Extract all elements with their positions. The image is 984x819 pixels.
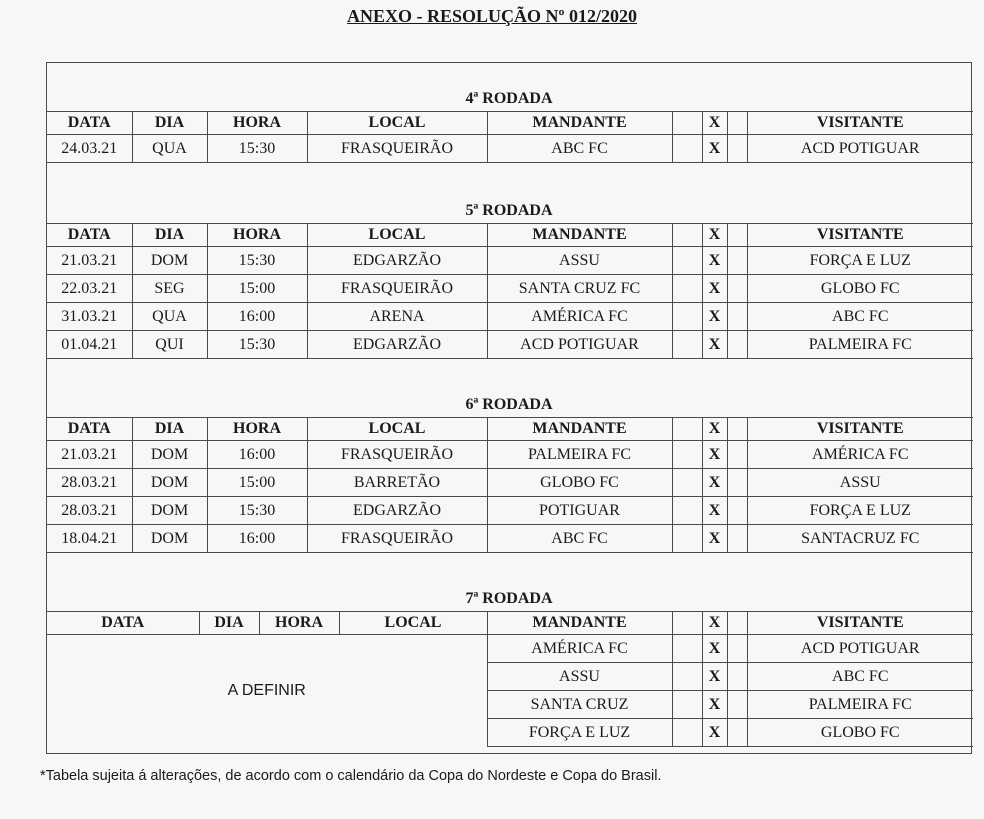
cell-mandante: ASSU	[487, 663, 672, 691]
cell-spacer	[727, 663, 747, 691]
table-row	[47, 247, 973, 275]
header-dia: DIA	[132, 224, 207, 247]
cell-dia: QUA	[132, 135, 207, 163]
cell-spacer	[672, 497, 702, 525]
header-hora: HORA	[207, 418, 307, 441]
cell-spacer	[727, 719, 747, 747]
cell-mandante: ACD POTIGUAR	[487, 331, 672, 359]
header-spacer	[727, 612, 747, 635]
header-spacer	[672, 112, 702, 135]
cell-local: EDGARZÃO	[307, 331, 487, 359]
cell-x: X	[702, 247, 727, 275]
cell-hora: 15:00	[207, 469, 307, 497]
cell-mandante: SANTA CRUZ FC	[487, 275, 672, 303]
cell-data: 01.04.21	[47, 331, 132, 359]
cell-x: X	[702, 635, 727, 663]
cell-spacer	[672, 691, 702, 719]
cell-x: X	[702, 303, 727, 331]
table-row	[47, 497, 973, 525]
header-mandante: MANDANTE	[487, 224, 672, 247]
round-4	[47, 87, 971, 163]
cell-x: X	[702, 331, 727, 359]
cell-spacer	[672, 275, 702, 303]
header-mandante: MANDANTE	[487, 418, 672, 441]
table-row	[47, 441, 973, 469]
table-row	[47, 525, 973, 553]
cell-dia: QUI	[132, 331, 207, 359]
cell-visitante: SANTACRUZ FC	[747, 525, 973, 553]
cell-dia: DOM	[132, 497, 207, 525]
header-spacer	[727, 224, 747, 247]
cell-x: X	[702, 691, 727, 719]
round-title: 5ª RODADA	[465, 202, 553, 219]
cell-visitante: ACD POTIGUAR	[747, 635, 973, 663]
cell-hora: 15:30	[207, 135, 307, 163]
cell-data: 22.03.21	[47, 275, 132, 303]
cell-local: FRASQUEIRÃO	[307, 441, 487, 469]
header-row	[47, 224, 973, 247]
header-hora: HORA	[207, 224, 307, 247]
header-row	[47, 112, 973, 135]
cell-hora: 15:30	[207, 247, 307, 275]
cell-visitante: GLOBO FC	[747, 719, 973, 747]
cell-mandante: ASSU	[487, 247, 672, 275]
cell-x: X	[702, 469, 727, 497]
header-hora: HORA	[207, 112, 307, 135]
cell-local: BARRETÃO	[307, 469, 487, 497]
cell-spacer	[672, 635, 702, 663]
cell-spacer	[727, 469, 747, 497]
cell-mandante: PALMEIRA FC	[487, 441, 672, 469]
header-spacer	[672, 612, 702, 635]
cell-visitante: FORÇA E LUZ	[747, 247, 973, 275]
cell-hora: 16:00	[207, 441, 307, 469]
cell-dia: DOM	[132, 247, 207, 275]
round-6	[47, 393, 971, 553]
cell-visitante: ACD POTIGUAR	[747, 135, 973, 163]
cell-mandante: ABC FC	[487, 135, 672, 163]
header-visitante: VISITANTE	[747, 418, 973, 441]
header-mandante: MANDANTE	[487, 612, 672, 635]
table-row	[47, 303, 973, 331]
cell-data: 21.03.21	[47, 247, 132, 275]
cell-local: EDGARZÃO	[307, 497, 487, 525]
header-local: LOCAL	[339, 612, 487, 635]
round-title: 4ª RODADA	[465, 90, 553, 107]
table-row	[47, 135, 973, 163]
cell-mandante: AMÉRICA FC	[487, 303, 672, 331]
header-spacer	[727, 112, 747, 135]
cell-local: EDGARZÃO	[307, 247, 487, 275]
cell-spacer	[672, 303, 702, 331]
cell-mandante: SANTA CRUZ	[487, 691, 672, 719]
round-5	[47, 199, 971, 359]
cell-x: X	[702, 663, 727, 691]
header-dia: DIA	[199, 612, 259, 635]
table-row	[47, 331, 973, 359]
header-hora: HORA	[259, 612, 339, 635]
header-x: X	[702, 612, 727, 635]
cell-visitante: ABC FC	[747, 663, 973, 691]
header-row	[47, 418, 973, 441]
round-7	[47, 587, 971, 747]
cell-x: X	[702, 441, 727, 469]
round-title: 6ª RODADA	[465, 396, 553, 413]
header-spacer	[672, 224, 702, 247]
cell-spacer	[727, 135, 747, 163]
header-visitante: VISITANTE	[747, 612, 973, 635]
cell-mandante: FORÇA E LUZ	[487, 719, 672, 747]
cell-mandante: ABC FC	[487, 525, 672, 553]
header-data: DATA	[47, 418, 132, 441]
cell-x: X	[702, 719, 727, 747]
header-dia: DIA	[132, 418, 207, 441]
header-local: LOCAL	[307, 112, 487, 135]
table-row	[47, 635, 973, 663]
cell-visitante: PALMEIRA FC	[747, 691, 973, 719]
to-define-cell: A DEFINIR	[47, 635, 487, 747]
header-spacer	[727, 418, 747, 441]
header-local: LOCAL	[307, 224, 487, 247]
cell-spacer	[727, 247, 747, 275]
cell-hora: 16:00	[207, 525, 307, 553]
cell-spacer	[672, 525, 702, 553]
header-x: X	[702, 224, 727, 247]
cell-spacer	[727, 525, 747, 553]
cell-visitante: GLOBO FC	[747, 275, 973, 303]
cell-visitante: FORÇA E LUZ	[747, 497, 973, 525]
cell-hora: 16:00	[207, 303, 307, 331]
cell-spacer	[672, 719, 702, 747]
cell-data: 31.03.21	[47, 303, 132, 331]
cell-data: 28.03.21	[47, 497, 132, 525]
cell-local: FRASQUEIRÃO	[307, 275, 487, 303]
round-4-table	[47, 111, 973, 163]
round-6-table	[47, 417, 973, 553]
cell-spacer	[672, 247, 702, 275]
cell-visitante: PALMEIRA FC	[747, 331, 973, 359]
header-data: DATA	[47, 612, 199, 635]
header-local: LOCAL	[307, 418, 487, 441]
cell-local: ARENA	[307, 303, 487, 331]
cell-data: 24.03.21	[47, 135, 132, 163]
cell-dia: QUA	[132, 303, 207, 331]
cell-spacer	[672, 663, 702, 691]
cell-hora: 15:30	[207, 331, 307, 359]
cell-spacer	[727, 303, 747, 331]
cell-dia: SEG	[132, 275, 207, 303]
cell-x: X	[702, 497, 727, 525]
cell-spacer	[672, 469, 702, 497]
cell-x: X	[702, 275, 727, 303]
header-x: X	[702, 418, 727, 441]
cell-spacer	[672, 441, 702, 469]
schedule-table	[46, 62, 972, 754]
cell-mandante: AMÉRICA FC	[487, 635, 672, 663]
cell-data: 21.03.21	[47, 441, 132, 469]
cell-data: 18.04.21	[47, 525, 132, 553]
header-row	[47, 612, 973, 635]
cell-spacer	[727, 635, 747, 663]
cell-hora: 15:30	[207, 497, 307, 525]
cell-dia: DOM	[132, 525, 207, 553]
header-spacer	[672, 418, 702, 441]
header-visitante: VISITANTE	[747, 224, 973, 247]
header-data: DATA	[47, 112, 132, 135]
document-title: ANEXO - RESOLUÇÃO Nº 012/2020	[347, 6, 637, 26]
cell-dia: DOM	[132, 469, 207, 497]
cell-dia: DOM	[132, 441, 207, 469]
cell-x: X	[702, 525, 727, 553]
cell-spacer	[727, 275, 747, 303]
cell-visitante: ASSU	[747, 469, 973, 497]
cell-visitante: ABC FC	[747, 303, 973, 331]
cell-spacer	[727, 331, 747, 359]
cell-spacer	[727, 441, 747, 469]
round-5-table	[47, 223, 973, 359]
table-row	[47, 275, 973, 303]
cell-mandante: POTIGUAR	[487, 497, 672, 525]
cell-mandante: GLOBO FC	[487, 469, 672, 497]
cell-data: 28.03.21	[47, 469, 132, 497]
cell-spacer	[727, 691, 747, 719]
cell-local: FRASQUEIRÃO	[307, 525, 487, 553]
cell-local: FRASQUEIRÃO	[307, 135, 487, 163]
header-x: X	[702, 112, 727, 135]
cell-spacer	[672, 135, 702, 163]
header-data: DATA	[47, 224, 132, 247]
cell-spacer	[727, 497, 747, 525]
round-7-table	[47, 611, 973, 747]
header-visitante: VISITANTE	[747, 112, 973, 135]
table-row	[47, 469, 973, 497]
footnote: *Tabela sujeita á alterações, de acordo com o calendário da Copa do Nordeste e Copa do Brasil.	[40, 768, 662, 784]
cell-visitante: AMÉRICA FC	[747, 441, 973, 469]
cell-spacer	[672, 331, 702, 359]
header-dia: DIA	[132, 112, 207, 135]
cell-hora: 15:00	[207, 275, 307, 303]
header-mandante: MANDANTE	[487, 112, 672, 135]
round-title: 7ª RODADA	[465, 590, 553, 607]
cell-x: X	[702, 135, 727, 163]
